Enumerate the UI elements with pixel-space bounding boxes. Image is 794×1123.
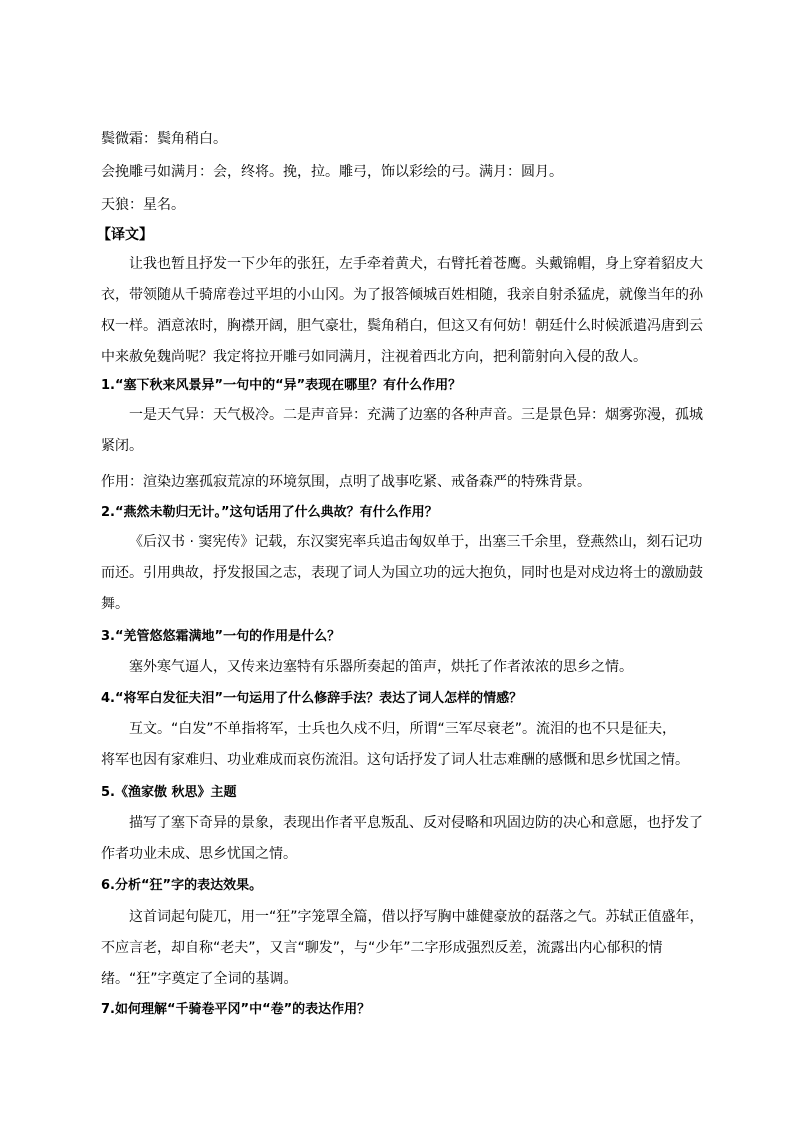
question-2: 2.“燕然未勒归无计。”这句话用了什么典故？有什么作用？ <box>101 505 438 520</box>
answer-6 <box>101 902 704 995</box>
answer-line: 而还。引用典故，抒发报国之志，表现了词人为国立功的远大抱负，同时也是对戍边将士的激励鼓 <box>101 565 703 581</box>
note-line-2: 会挽雕弓如满月：会，终将。挽，拉。雕弓，饰以彩绘的弓。满月：圆月。 <box>101 164 563 180</box>
answer-line: 绪。“狂”字奠定了全词的基调。 <box>101 971 298 987</box>
answer-5 <box>101 808 703 870</box>
translation-heading: 【译文】 <box>97 227 153 243</box>
question-5: 5.《渔家傲 秋思》主题 <box>101 785 237 800</box>
answer-4 <box>101 714 696 776</box>
answer-line: 紧闭。 <box>101 438 143 454</box>
answer-line: 一是天气异：天气极冷。二是声音异：充满了边塞的各种声音。三是景色异：烟雾弥漫，孤城 <box>129 407 703 423</box>
translation-line: 让我也暂且抒发一下少年的张狂，左手牵着黄犬，右臂托着苍鹰。头戴锦帽，身上穿着貂皮大 <box>129 256 703 272</box>
answer-line: 描写了塞下奇异的景象，表现出作者平息叛乱、反对侵略和巩固边防的决心和意愿，也抒发了 <box>129 815 703 831</box>
answer-line: 塞外寒气逼人，又传来边塞特有乐器所奏起的笛声，烘托了作者浓浓的思乡之情。 <box>129 659 633 675</box>
answer-line: 这首词起句陡兀，用一“狂”字笼罩全篇，借以抒写胸中雄健豪放的磊落之气。苏轼正值盛年， <box>129 909 704 925</box>
answer-2 <box>101 527 703 620</box>
note-line-3: 天狼：星名。 <box>101 197 185 213</box>
answer-line: 互文。“白发”不单指将军，士兵也久戍不归，所谓“三军尽衰老”。流泪的也不只是征夫， <box>129 721 677 737</box>
question-6: 6.分析“狂”字的表达效果。 <box>101 878 263 893</box>
question-4: 4.“将军白发征夫泪”一句运用了什么修辞手法？表达了词人怎样的情感？ <box>101 691 523 706</box>
note-line-1: 鬓微霜：鬓角稍白。 <box>101 131 227 147</box>
answer-1-effect: 作用：渲染边塞孤寂荒凉的环境氛围，点明了战事吃紧、戒备森严的特殊背景。 <box>101 474 591 490</box>
answer-line: 《后汉书 · 窦宪传》记载，东汉窦宪率兵追击匈奴单于，出塞三千余里，登燕然山，刻石记功 <box>129 534 703 550</box>
answer-line: 作者功业未成、思乡忧国之情。 <box>101 846 297 862</box>
answer-1 <box>101 400 703 462</box>
answer-line: 将军也因有家难归、功业难成而哀伤流泪。这句话抒发了词人壮志难酬的感慨和思乡忧国之情。 <box>101 752 689 768</box>
translation-line: 中来赦免魏尚呢？我定将拉开雕弓如同满月，注视着西北方向，把利箭射向入侵的敌人。 <box>101 349 647 365</box>
question-1: 1.“塞下秋来风景异”一句中的“异”表现在哪里？有什么作用？ <box>101 378 462 393</box>
translation-paragraph <box>101 249 703 373</box>
question-3: 3.“羌管悠悠霜满地”一句的作用是什么？ <box>101 629 341 644</box>
question-7: 7.如何理解“千骑卷平冈”中“卷”的表达作用？ <box>101 1002 371 1017</box>
translation-line: 衣，带领随从千骑席卷过平坦的小山冈。为了报答倾城百姓相随，我亲自射杀猛虎，就像当年的孙 <box>101 287 703 303</box>
translation-line: 权一样。酒意浓时，胸襟开阔，胆气豪壮，鬓角稍白，但这又有何妨！朝廷什么时候派遣冯唐到云 <box>101 318 703 334</box>
answer-line: 不应言老，却自称“老夫”，又言“聊发”，与“少年”二字形成强烈反差，流露出内心郁积的情 <box>101 940 663 956</box>
answer-3 <box>101 652 696 683</box>
answer-line: 舞。 <box>101 596 129 612</box>
